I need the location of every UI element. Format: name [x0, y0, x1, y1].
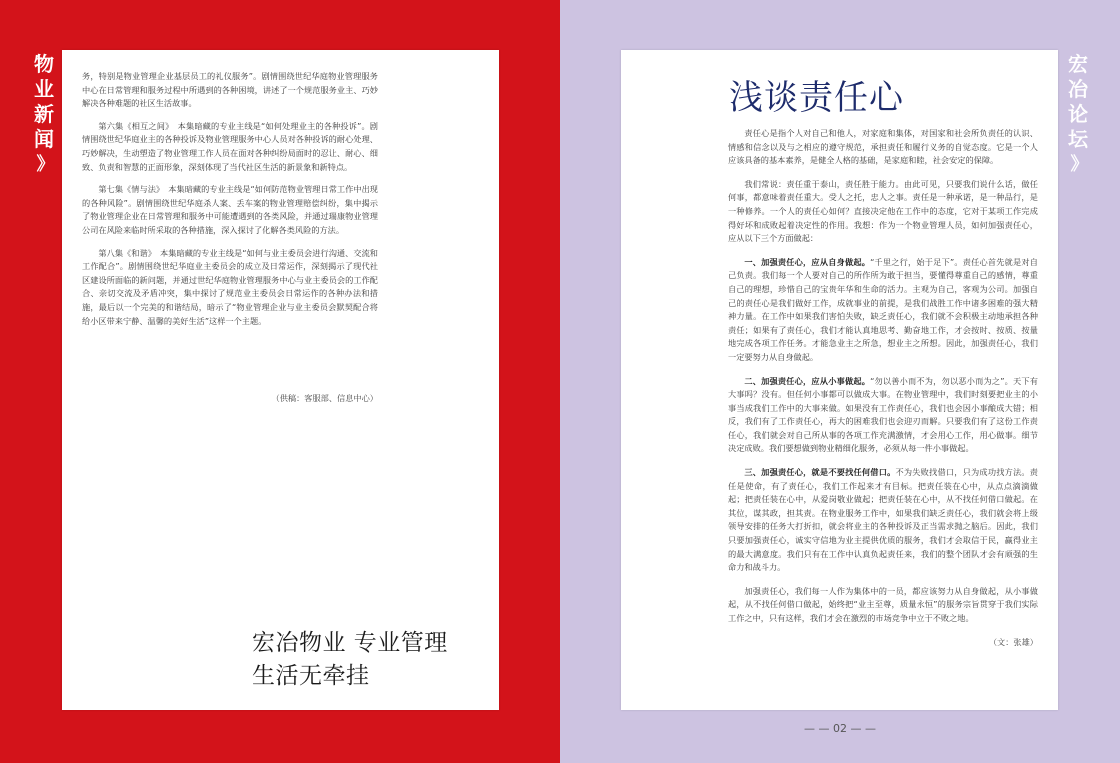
label-char: 业	[34, 77, 54, 101]
right-page	[621, 50, 1058, 710]
section-body: “千里之行，始于足下”。责任心首先就是对自己负责。我们每一个人要对自己的所作所为敢于担当，要懂得尊重自己的感情，尊重自己的理想，珍惜自己的宝贵年华和生命的活力。主观为自己，客观为公司。加强自己的责任心是我们做好工作，成就事业的前提，是我们战胜工作中诸多困难的强大精神力量。在工作中如果我们害怕失败，缺乏责任心，我们就不会积极主动地承担各种责任；如果有了责任心，我们才能认真地思考、勤奋地工作，才会按时、按质、按量地完成各项工作任务。才能急业主之所急，想业主之所想。因此，加强责任心，我们一定要努力从自身做起。	[728, 256, 1038, 362]
article-title: 浅谈责任心	[729, 78, 904, 118]
section-heading: 二、加强责任心，应从小事做起。	[744, 375, 871, 386]
section-body: 不为失败找借口，只为成功找方法。责任是使命，有了责任心，我们工作起来才有目标。把责任装在心中，从点点滴滴做起；把责任装在心中，从爱岗敬业做起；把责任装在心中，从不找任何借口做起。在其位，谋其政，担其责。在物业服务工作中，如果我们缺乏责任心，我们就会将上级领导安排的任务大打折扣，就会将业主的各种投诉及正当需求抛之脑后。因此，我们只要加强责任心，诚实守信地为业主提供优质的服务，我们才会取信于民，赢得业主的最大满意度。我们只有在工作中认真负起责任来，我们的整个团队才会有顽强的生命力和战斗力。	[728, 467, 1038, 573]
paragraph	[728, 466, 1038, 575]
right-article	[728, 127, 1038, 649]
chevron-down-icon: 》	[1070, 154, 1086, 175]
paragraph: 加强责任心，我们每一人作为集体中的一员，都应该努力从自身做起，从小事做起，从不找任何借口做起，始终把“业主至尊，质量永恒”的服务宗旨贯穿于我们实际工作之中，只有这样，我们才会在激烈的市场竞争中立于不败之地。	[728, 585, 1038, 623]
credit-line: （文：张雄）	[988, 636, 1038, 647]
section-heading: 一、加强责任心，应从自身做起。	[744, 256, 871, 267]
paragraph: 务，特别是物业管理企业基层员工的礼仪服务”。剧情围绕世纪华庭物业管理服务中心在日常管理和服务过程中所遇到的各种困境，讲述了一个规范服务业主、巧妙解决各种难题的社区生活故事。	[82, 71, 378, 109]
paragraph: 第七集《情与法》 本集暗藏的专业主线是“如何防范物业管理日常工作中出现的各种风险”。剧情围绕世纪华庭杀人案、丢车案的物业管理赔偿纠纷，集中揭示了物业管理企业在日常管理和服务中可能遭遇到的各类风险，并通过瑞康物业管理公司在风险来临时所采取的各种措施，深入探讨了化解各类风险的方法。	[82, 184, 378, 235]
label-char: 物	[34, 52, 54, 76]
paragraph	[728, 256, 1038, 365]
left-page	[62, 50, 499, 710]
chevron-down-icon: 》	[36, 154, 52, 175]
label-char: 论	[1068, 102, 1088, 126]
label-char: 新	[34, 102, 54, 126]
page-number: — — 02 — —	[804, 722, 876, 735]
label-char: 坛	[1068, 127, 1088, 151]
section-body: “勿以善小而不为，勿以恶小而为之”。天下有大事吗？没有。但任何小事都可以做成大事。在物业管理中，我们时刻要把业主的小事当成我们工作中的大事来做。如果没有工作责任心，我们也会因小事酿成大错；相反，我们有了工作责任心，再大的困难我们也会迎刃而解。只要我们有了这份工作责任心，我们就会对自己所从事的各项工作充满激情，才会用心工作，用心做事。细节决定成败。我们要想做到物业精细化服务，必须从每一件小事做起。	[728, 375, 1038, 454]
slogan	[252, 627, 492, 693]
paragraph: 责任心是指个人对自己和他人，对家庭和集体，对国家和社会所负责任的认识、情感和信念以及与之相应的遵守规范，承担责任和履行义务的自觉态度。它是一个人应该具备的基本素养，是健全人格的基础，是家庭和睦，社会安定的保障。	[728, 128, 1038, 166]
paragraph: 我们常说：责任重于泰山，责任胜于能力。由此可见，只要我们说什么话，做任何事，都意味着责任重大。受人之托，忠人之事。责任是一种承诺，是一种品行，是一种修养。一个人的责任心如何？直接决定他在工作中的态度，它对于某项工作完成得好坏和成败起着决定性的作用。我想：作为一个物业管理人员，如何加强责任心，应从以下三个方面做起：	[728, 178, 1038, 244]
section-heading: 三、加强责任心，就是不要找任何借口。	[744, 467, 896, 478]
paragraph: 第八集《和谐》 本集暗藏的专业主线是“如何与业主委员会进行沟通、交流和工作配合”。剧情围绕世纪华庭业主委员会的成立及日常运作，深刻揭示了现代社区建设所面临的新问题，并通过世纪华庭物业管理服务中心与业主委员会的工作配合、亲切交流及矛盾冲突，集中探讨了规范业主委员会日常运作的各种办法和措施，最后以一个完美的和谐结局，暗示了“物业管理企业与业主委员会默契配合将给小区带来宁静、温馨的美好生活”这样一个主题。	[82, 247, 378, 326]
label-char: 宏	[1068, 52, 1088, 76]
section-label-forum	[1064, 52, 1092, 177]
left-article	[82, 70, 378, 337]
credit-line: （供稿：客服部、信息中心）	[271, 393, 378, 403]
slogan-line: 宏冶物业 专业管理	[252, 630, 448, 656]
paragraph: 第六集《相互之间》 本集暗藏的专业主线是“如何处理业主的各种投诉”。剧情围绕世纪华庭业主的各种投诉及物业管理服务中心人员对各种投诉的耐心处理、巧妙解决，生动塑造了物业管理工作人员在面对各种纠纷局面时的忍让、耐心、细致、负责和智慧的正面形象，深刻体现了当代社区生活的新景象和新特点。	[82, 120, 378, 172]
section-label-property-news	[30, 52, 58, 177]
label-char: 闻	[34, 127, 54, 151]
slogan-line: 生活无牵挂	[252, 663, 370, 689]
label-char: 冶	[1068, 77, 1088, 101]
paragraph	[728, 375, 1038, 457]
